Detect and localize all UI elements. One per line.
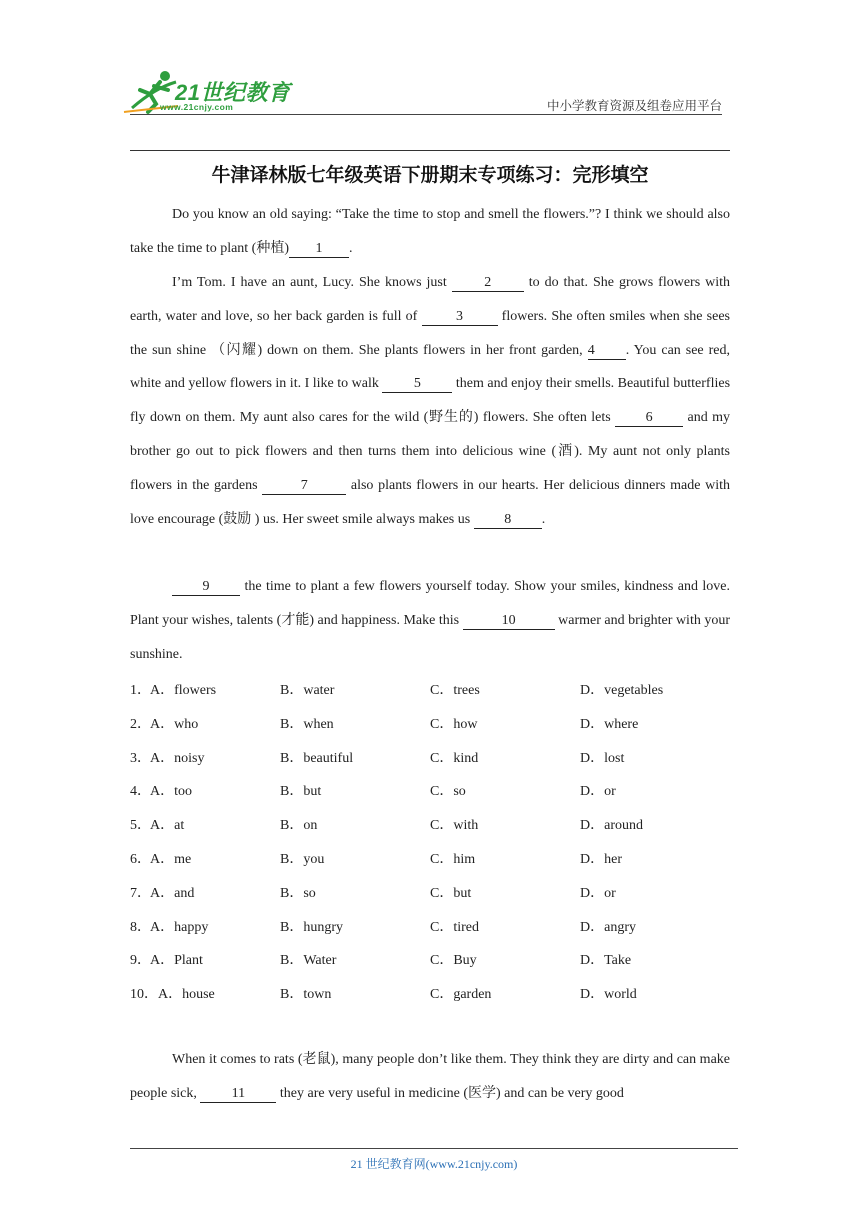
question-number: 9． (130, 953, 151, 969)
option-c: C．tired (430, 919, 479, 935)
passage1-paragraph2 (130, 266, 730, 536)
logo-url: www.21cnjy.com (160, 102, 234, 112)
option-a: A．too (150, 784, 192, 800)
option-row (130, 713, 730, 733)
question-number: 6． (130, 852, 151, 867)
option-c: C．how (430, 716, 478, 732)
option-c: C．Buy (430, 953, 477, 969)
option-d: D．lost (580, 750, 625, 766)
option-d: D．or (580, 885, 616, 901)
option-c: C．kind (430, 750, 479, 766)
option-b: B．water (280, 683, 335, 698)
question-number: 8． (130, 919, 151, 935)
blank-2: 2 (452, 275, 524, 292)
logo-text: 21世纪教育 (175, 80, 291, 105)
option-b: B．hungry (280, 919, 343, 935)
option-a: A．at (150, 818, 185, 834)
text-segment: and my brother go out to pick flowers and then turns them into delicious wine (酒). My aunt not only plants flowers in the gardens (130, 410, 730, 493)
blank-1: 1 (289, 241, 349, 258)
option-row (130, 882, 730, 902)
option-row (130, 848, 730, 868)
text-segment: them and enjoy their smells. Beautiful butterflies fly down on them. My aunt also cares for the wild (野生的) flowers. She often lets (130, 376, 731, 426)
option-row (130, 747, 730, 767)
page-title: 牛津译林版七年级英语下册期末专项练习：完形填空 (211, 164, 649, 186)
option-a: A．house (158, 987, 215, 1003)
title-divider (130, 150, 730, 151)
option-a: A．who (150, 716, 199, 732)
option-d: D．where (580, 716, 639, 732)
blank-3: 3 (422, 309, 498, 326)
option-c: C．him (430, 852, 476, 867)
option-row (130, 780, 730, 800)
blank-7: 7 (262, 478, 346, 495)
option-row (130, 814, 730, 834)
passage2-paragraph1 (130, 1043, 730, 1111)
option-a: A．happy (150, 919, 209, 935)
option-d: D．vegetables (580, 683, 664, 698)
blank-11: 11 (200, 1086, 276, 1103)
text-segment: When it comes to rats (老鼠), many people don’t like them. They think they are dirty and can make people sick, (130, 1052, 730, 1101)
option-a: A．noisy (150, 750, 205, 766)
option-c: C．trees (430, 683, 480, 698)
option-row (130, 679, 730, 699)
passage1-paragraph3 (130, 570, 730, 671)
text-segment: Do you know an old saying: “Take the time to stop and smell the flowers.”? I think we should also take the time to plant (种植) (130, 207, 730, 256)
question-number: 10． (130, 987, 158, 1003)
header-divider (130, 114, 722, 115)
footer-divider (130, 1148, 738, 1149)
option-b: B．when (280, 716, 334, 732)
blank-10: 10 (463, 613, 555, 630)
question-number: 2． (130, 716, 151, 732)
text-segment: they are very useful in medicine (医学) and can be very good (279, 1085, 624, 1101)
option-row (130, 983, 730, 1003)
text-segment: warmer and brighter with your sunshine. (130, 612, 731, 662)
question-number: 5． (130, 818, 151, 834)
blank-4: 4 (588, 343, 626, 360)
option-a: A．and (150, 885, 195, 901)
option-a: A．me (150, 852, 192, 867)
option-b: B．town (280, 987, 332, 1003)
text-segment: the time to plant a few flowers yourself today. Show your smiles, kindness and love. Plant your wishes, talents (才能) and happiness. Make this (130, 579, 731, 628)
blank-9: 9 (172, 579, 240, 596)
option-d: D．Take (580, 953, 632, 969)
footer-text: 21 世纪教育网(www.21cnjy.com) (350, 1157, 518, 1171)
text-segment: flowers. She often smiles when she sees the sun shine （闪耀) down on them. She plants flowers in her front garden, (130, 308, 731, 358)
option-c: C．but (430, 885, 472, 901)
passage1-paragraph1 (130, 198, 730, 266)
option-d: D．or (580, 784, 616, 800)
option-a: A．Plant (150, 953, 203, 969)
option-b: B．Water (280, 953, 337, 969)
text-segment: also plants flowers in our hearts. Her delicious dinners made with love encourage (鼓励 ) us. Her sweet smile always makes us (130, 477, 730, 527)
question-number: 1． (130, 683, 151, 698)
blank-5: 5 (382, 376, 452, 393)
text-segment: . (349, 240, 353, 256)
option-b: B．you (280, 852, 325, 867)
blank-8: 8 (474, 512, 542, 529)
text-segment: . You can see red, white and yellow flowers in it. I like to walk (130, 342, 731, 392)
option-c: C．with (430, 818, 479, 834)
platform-name: 中小学教育资源及组卷应用平台 (546, 98, 722, 113)
option-row (130, 949, 730, 969)
question-number: 4． (130, 784, 151, 800)
question-number: 7． (130, 885, 151, 901)
option-b: B．so (280, 885, 316, 901)
option-c: C．garden (430, 987, 492, 1003)
option-d: D．around (580, 818, 643, 834)
text-segment: to do that. She grows flowers with earth, water and love, so her back garden is full of (130, 275, 731, 324)
blank-6: 6 (615, 410, 683, 427)
text-segment: I’m Tom. I have an aunt, Lucy. She knows just (172, 275, 447, 290)
option-row (130, 916, 730, 936)
question-number: 3． (130, 750, 151, 766)
option-b: B．on (280, 818, 318, 834)
option-b: B．beautiful (280, 750, 354, 766)
option-d: D．angry (580, 919, 636, 935)
option-a: A．flowers (150, 683, 217, 698)
option-c: C．so (430, 784, 466, 800)
option-b: B．but (280, 784, 322, 800)
option-d: D．her (580, 852, 622, 867)
text-segment: . (541, 511, 546, 527)
option-d: D．world (580, 987, 637, 1003)
